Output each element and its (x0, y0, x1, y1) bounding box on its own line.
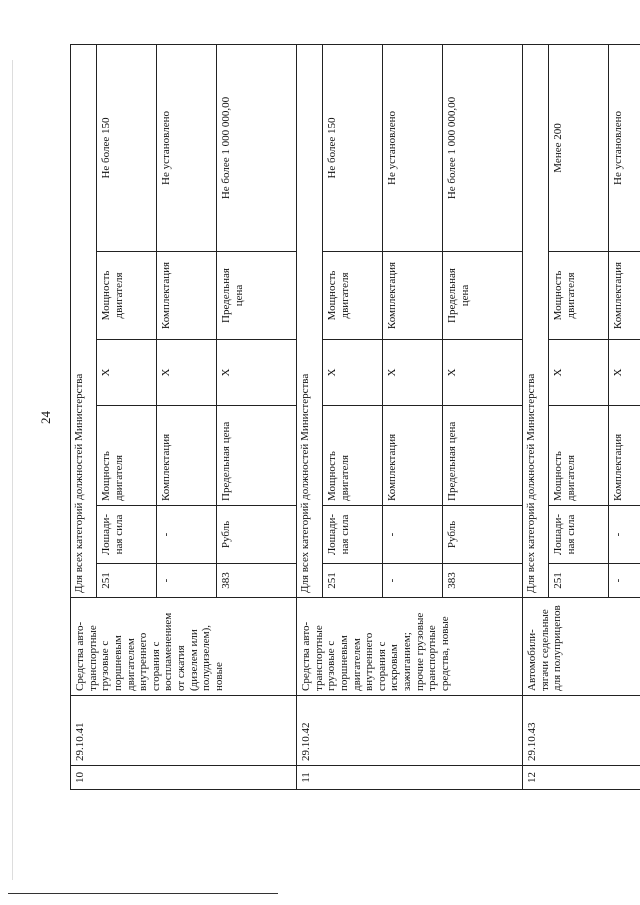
row-number: 10 (71, 766, 297, 790)
table-row (71, 44, 97, 789)
okei-code: 383 (217, 564, 297, 598)
value: Не более 1 000 000,00 (443, 44, 523, 251)
mark: X (217, 340, 297, 406)
okpd-code: 29.10.42 (297, 696, 523, 766)
characteristic: Мощность двигателя (97, 406, 157, 506)
mark: X (549, 340, 609, 406)
scan-edge-line (12, 60, 13, 880)
rotated-page (38, 45, 630, 790)
table-row (523, 44, 549, 789)
table-row (297, 44, 323, 789)
characteristic: Мощность двигателя (323, 406, 383, 506)
characteristic: Предельная цена (443, 406, 523, 506)
characteristic: Комплектация (157, 406, 217, 506)
value: Не установлено (157, 44, 217, 251)
unit-name: Лошади-ная сила (549, 506, 609, 564)
okei-code: - (609, 564, 640, 598)
unit-name: Лошади-ная сила (323, 506, 383, 564)
okei-code: 383 (443, 564, 523, 598)
specs-table (70, 44, 640, 790)
okei-code: - (383, 564, 443, 598)
category-group: Для всех категорий должностей Министерства (523, 44, 549, 597)
value: Не более 1 000 000,00 (217, 44, 297, 251)
characteristic: Комплектация (609, 406, 640, 506)
characteristic: Комплектация (383, 406, 443, 506)
value: Не более 150 (323, 44, 383, 251)
mark: X (157, 340, 217, 406)
value: Менее 200 (549, 44, 609, 251)
footnote-rule (8, 893, 278, 894)
unit-name: - (383, 506, 443, 564)
characteristic-ministry: Комплектация (383, 252, 443, 340)
characteristic: Предельная цена (217, 406, 297, 506)
okei-code: - (157, 564, 217, 598)
mark: X (97, 340, 157, 406)
mark: X (609, 340, 640, 406)
characteristic-ministry: Комплектация (157, 252, 217, 340)
row-number: 12 (523, 766, 640, 790)
okei-code: 251 (323, 564, 383, 598)
characteristic-ministry: Предельная цена (443, 252, 523, 340)
mark: X (383, 340, 443, 406)
characteristic: Мощность двигателя (549, 406, 609, 506)
mark: X (443, 340, 523, 406)
characteristic-ministry: Предельная цена (217, 252, 297, 340)
page-number: 24 (38, 411, 53, 424)
unit-name: Рубль (443, 506, 523, 564)
row-number: 11 (297, 766, 523, 790)
unit-name: Лошади-ная сила (97, 506, 157, 564)
okei-code: 251 (97, 564, 157, 598)
value: Не более 150 (97, 44, 157, 251)
okpd-code: 29.10.41 (71, 696, 297, 766)
value: Не установлено (383, 44, 443, 251)
unit-name: - (609, 506, 640, 564)
category-group: Для всех категорий должностей Министерства (297, 44, 323, 597)
characteristic-ministry: Мощность двигателя (97, 252, 157, 340)
unit-name: Рубль (217, 506, 297, 564)
characteristic-ministry: Комплектация (609, 252, 640, 340)
product-name: Средства авто-транспортные грузовые с поршневым двигателем внутреннего сгорания с искровым зажиганием; прочие грузовые транспортные средства, новые (297, 598, 523, 696)
okei-code: 251 (549, 564, 609, 598)
product-name: Автомобили-тягачи седельные для полуприцепов (523, 598, 640, 696)
product-name: Средства авто-транспортные грузовые с поршневым двигателем внутреннего сгорания с воспламенением от сжатия (дизелем или полудизелем), новые (71, 598, 297, 696)
mark: X (323, 340, 383, 406)
characteristic-ministry: Мощность двигателя (323, 252, 383, 340)
okpd-code: 29.10.43 (523, 696, 640, 766)
unit-name: - (157, 506, 217, 564)
value: Не установлено (609, 44, 640, 251)
category-group: Для всех категорий должностей Министерства (71, 44, 97, 597)
characteristic-ministry: Мощность двигателя (549, 252, 609, 340)
